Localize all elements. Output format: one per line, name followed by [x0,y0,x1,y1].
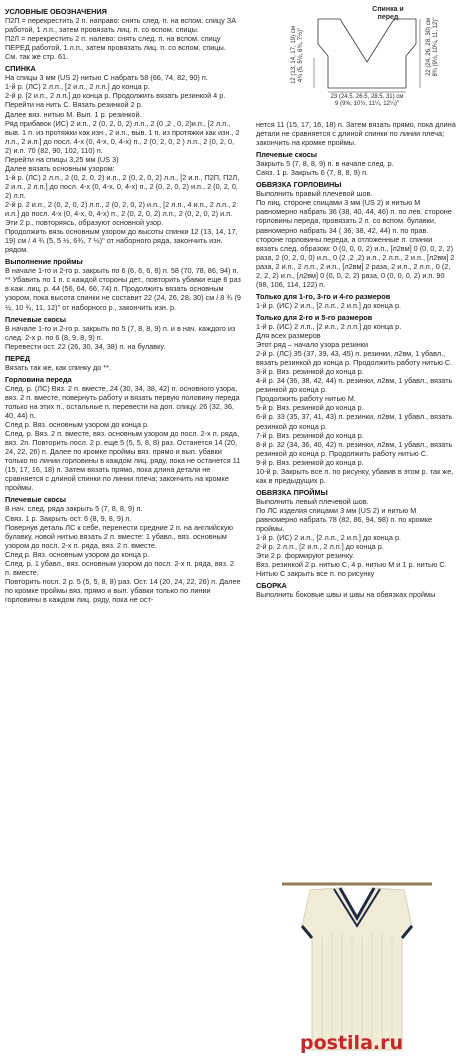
section-heading: ПЕРЕД [5,353,31,363]
section-heading: ОБВЯЗКА ГОРЛОВИНЫ [256,180,342,190]
section-heading: Выполнение проймы [5,257,83,267]
section-heading: Плечевые скосы [256,150,318,160]
instruction-paragraph: П2П = перекрестить 2 п. направо: снять след. п. на вспом. спицу ЗА работой, 1 л.п., затем провязать лиц. п. со вспом. спицы. [5,16,237,35]
knitted-vest-illustration [262,878,452,1054]
section-heading: УСЛОВНЫЕ ОБОЗНАЧЕНИЯ [5,7,107,16]
instruction-paragraph: П2Л = перекрестить 2 п. налево: снять след. п. на вспом. спицу ПЕРЕД работой, 1 л.п., затем провязать лиц. п. со вспом. спицы. См. так же стр. 61. [5,34,226,62]
vest-body [302,888,412,1050]
instructions-right-column [256,120,456,599]
vest-photo [262,878,452,1054]
instruction-paragraph: В начале 1-го и 2-го р. закрыть по 5 (7, 8, 8, 9) п. и в нач. каждого из след. 2-х р. по 6 (8, 9, 8, 9) п. Перевести ост. 22 (26, 30, 34, 38) п. на булавку. [5,323,236,351]
schematic-bottom-dimension: 23 (24.5, 26.5, 28.5, 31) см 9 (9⅝, 10½, 11¼, 12¼)" [330,94,404,107]
instruction-paragraph: Выполнить левый плечевой шов. По ЛС изделия спицами 3 мм (US 2) и нитью М равномерно набрать 78 (82, 86, 94, 98) п. по кромке проймы. 1-й р. (ИС) 2 и.п., [2 л.п., 2 и.п.] до конца р. 2-й р. 2 л.п., [2 и.п., 2 л.п.] до конца р. Эти 2 р. формируют резинку. Вяз. резинкой 2 р. нитью С, 4 р. нитью М и 1 р. нитью С. Нитью С закрыть все п. по рисунку [256,496,447,579]
section-heading: Плечевые скосы [5,495,67,505]
schematic-left-dimension: 12 (13, 14, 17, 19) см 4¾ (5, 5½, 6¾, 7½)" [291,26,304,84]
section-heading: Плечевые скосы [5,314,67,324]
instruction-paragraph: Закрыть 5 (7, 8, 8, 9) п. в начале след. р. Связ. 1 р. Закрыть 6 (7, 8, 8, 9) п. [256,159,394,178]
instruction-paragraph: 1-й р. (ИС) 2 л.п., [2 и.п., 2 л.п.] до конца р. Для всех размеров Этот ряд – начало узора резинки 2-й р. (ЛС) 35 (37, 39, 43, 45) п. резинки, л2вм, 1 убавл., вязать резинкой до конца р. Продолжить работу нитью С. 3-й р. Вяз. резинкой до конца р. 4-й р. 34 (36, 38, 42, 44) п. резинки, л2вм, 1 убавл., вязать резинкой до конца р. Продолжить работу нитью М. 5-й р. Вяз. резинкой до конца р. 6-й р. 33 (35, 37, 41, 43) п. резинки, л2вм, 1 убавл., вязать резинкой до конца р. 7-й р. Вяз. резинкой до конца р. 8-й р. 32 (34, 36, 40, 42) п. резинки, л2вм, 1 убавл., вязать резинкой до конца р. Продолжить работу нитью С. 9-й р. Вяз. резинкой до конца р. 10-й р. Закрыть все п. по рисунку, убавив в этом р. так же, как в предыдущих р. [256,321,454,485]
instruction-paragraph: Вязать так же, как спинку до **. [5,362,112,372]
instruction-paragraph: В нач. след. ряда закрыть 5 (7, 8, 8, 9) п. Связ. 1 р. Закрыть ост. 6 (8, 9, 8, 9) п. Повернув деталь ЛС к себе, перенести средние 2 п. на английскую булавку, новой нитью вязать 2 п. вместе: 1 убавл., вяз. основным узором до посл. 2-х п. ряда, вяз. 2 п. вместе. След р. Вяз. основным узором до конца р. След. р. 1 убавл., вяз. основным узором до посл. 2-х п. ряда, вяз. 2 п. вместе. Повторить посл. 2 р. 5 (5, 5, 8, 8) раз. Ост. 14 (20, 24, 22, 26) п. Далее по кромке проймы вяз. прямо и вып. убавки только по линии горловины в каждом лиц. ряду, пока не ост- [5,504,241,604]
instruction-paragraph: След. р. (ЛС) Вяз. 2 п. вместе, 24 (30, 34, 38, 42) п. основного узора, вяз. 2 п. вместе, повернуть работу и вязать первую половину переда только на этих п., остальные п. перевести на доп. спицу. 26 (32, 36, 40, 44) п. След р. Вяз. основным узором до конца р. След. р. Вяз. 2 п. вместе, вяз. основным узором до посл. 2-х п. ряда, вяз. 2п. Повторить посл. 2 р. еще 5 (5, 5, 8, 8) раз. Останется 14 (20, 24, 22, 26) п. Далее по кромке проймы вяз. прямо и вып. убавки только по линии горловины в каждом лиц. ряду, пока не останется 11 (15, 17, 16, 18) п. Затем вязать прямо, пока длина детали не сравняется с длиной спинки по линии плеча; закончить на кромке проймы. [5,383,241,493]
vest-outline [318,19,416,88]
instruction-paragraph: В начале 1-го и 2-го р. закрыть по 6 (6, 6, 6, 8) п. 58 (70, 78, 86, 94) п. ** Убавить по 1 п. с каждой стороны дет., повторить убавки еще 6 раз в каж. лиц. р. 44 (56, 64, 66, 74) п. Продолжить вязать основным узором, пока высота спинки не составит 22 (24, 26, 28, 30) см / 8 ¾ (9 ½, 10 ¾, 11, 12)" от наборного р., закончить изн. р. [5,266,241,312]
instruction-paragraph: нется 11 (15, 17, 16, 18) п. Затем вязать прямо, пока длина детали не сравняется с длиной спинки по линии плеча; закончить на кромке проймы. [256,120,456,148]
section-heading: Только для 2-го и 5-го размеров [256,312,373,322]
schematic-right-dimension: 22 (24, 26, 28, 30) см 8¾ (9½, 10¼, 11, 12)" [426,17,439,77]
section-heading: СПИНКА [5,64,36,74]
section-heading: Горловина переда [5,374,72,384]
section-heading: СБОРКА [256,581,287,591]
instruction-paragraph: Выполнить боковые швы и швы на обвязках проймы [256,590,436,600]
section-heading: Только для 1-го, 3-го и 4-го размеров [256,291,391,301]
instructions-left-column [5,4,241,604]
postila-watermark: postila.ru [300,1032,404,1054]
instruction-paragraph: Выполнить правый плечевой шов. По лиц. стороне спицами 3 мм (US 2) и нитью М равномерно набрать 36 (38, 40, 44, 46) п. по лев. стороне горловины переда, провязать 2 п. со вспом. булавки, равномерно набрать 34 ( 36, 38, 42, 44) п. по прав. стороне горловины переда, а отложенные п. спинки вязать след. образом: 0 (0, 0, 0, 2) и.п., [л2вм] 0 (0, 0, 2, 2) раза, 2 (0, 2, 0, 0) и.п., 0 (2 ,2 ,2) и.п., 2 л.п., 2 и.п., [л2вм] 2 раза, 2 и.п., 2 л.п., 2 и.п., [л2вм] 2 раза, 2 и.п., 2 л.п., 0 (2, 2, 2, 2) и.п., [л2вм] 0 (0, 0, 2, 2) раза, 0 (0, 0, 0, 2) и.п. 90 (98, 106, 114, 122) п. [256,189,455,289]
section-heading: ОБВЯЗКА ПРОЙМЫ [256,487,328,497]
instruction-paragraph: 1-й р. (ИС) 2 и.п., [2 л.п., 2 и.п.] до конца р. [256,300,402,310]
instruction-paragraph: На спицы 3 мм (US 2) нитью С набрать 58 (66, 74, 82, 90) п. 1-й р. (ЛС) 2 л.п., [2 и.п., 2 л.п.] до конца р. 2-й р. [2 и.п., 2 л.п.] до конца р. Продолжить вязать резинкой 4 р. Перейти на нить С. Вязать резинкой 2 р. Далее вяз. нитью М. Вып. 1 р. резинкой. Ряд прибавок (ИС) 2 и.п., 2 (0, 2, 0, 2) л.п., 2 (0 ,2 , 0, 2)и.п., [2 л.п., выв. 1 п. из протяжки как изн., 2 и.п., выв. 1 п. из протяжки как изн., 2 л.п., 2 и.п.] до посл. 4-х (0, 4-х, 0, 4-х) п., 2 (0, 2, 0, 2 ) л.п., 2 (0, 2, 0, 2) и.п. 70 (82, 90, 102, 110) п. Перейти на спицы 3,25 мм (US 3) Далее вязать основным узором: 1-й р. (ЛС) 2 л.п., 2 (0, 2, 0, 2) и.п., 2 (0, 2, 0, 2) л.п., [2 и.п., П2П, П2Л, 2 и.п., 2 л.п.] до посл. 4-х (0, 4-х, 0, 4-х) п., 2 (0, 2, 0, 2) и.п., 2 (0, 2, 0, 2) л.п. 2-й р. 2 и.п., 2 (0, 2, 0, 2) л.п., 2 (0, 2, 0, 2) и.п., [2 л.п., 4 и.п., 2 л.п., 2 и.п.] до посл. 4-х (0, 4-х, 0, 4-х) п., 2 (0, 2, 0, 2) л.п., 2 (0, 2, 0, 2) и.п. Эти 2 р., повторяясь, образуют основной узор. Продолжить вязь основным узором до высоты спинки 12 (13, 14, 17, 19) см / 4 ¾ (5, 5 ½, 6¾, 7 ½)" от наборного ряда, закончить изн. рядом. [5,73,240,255]
vest-schematic [278,4,456,114]
schematic-title: Спинка и перед [372,6,404,21]
